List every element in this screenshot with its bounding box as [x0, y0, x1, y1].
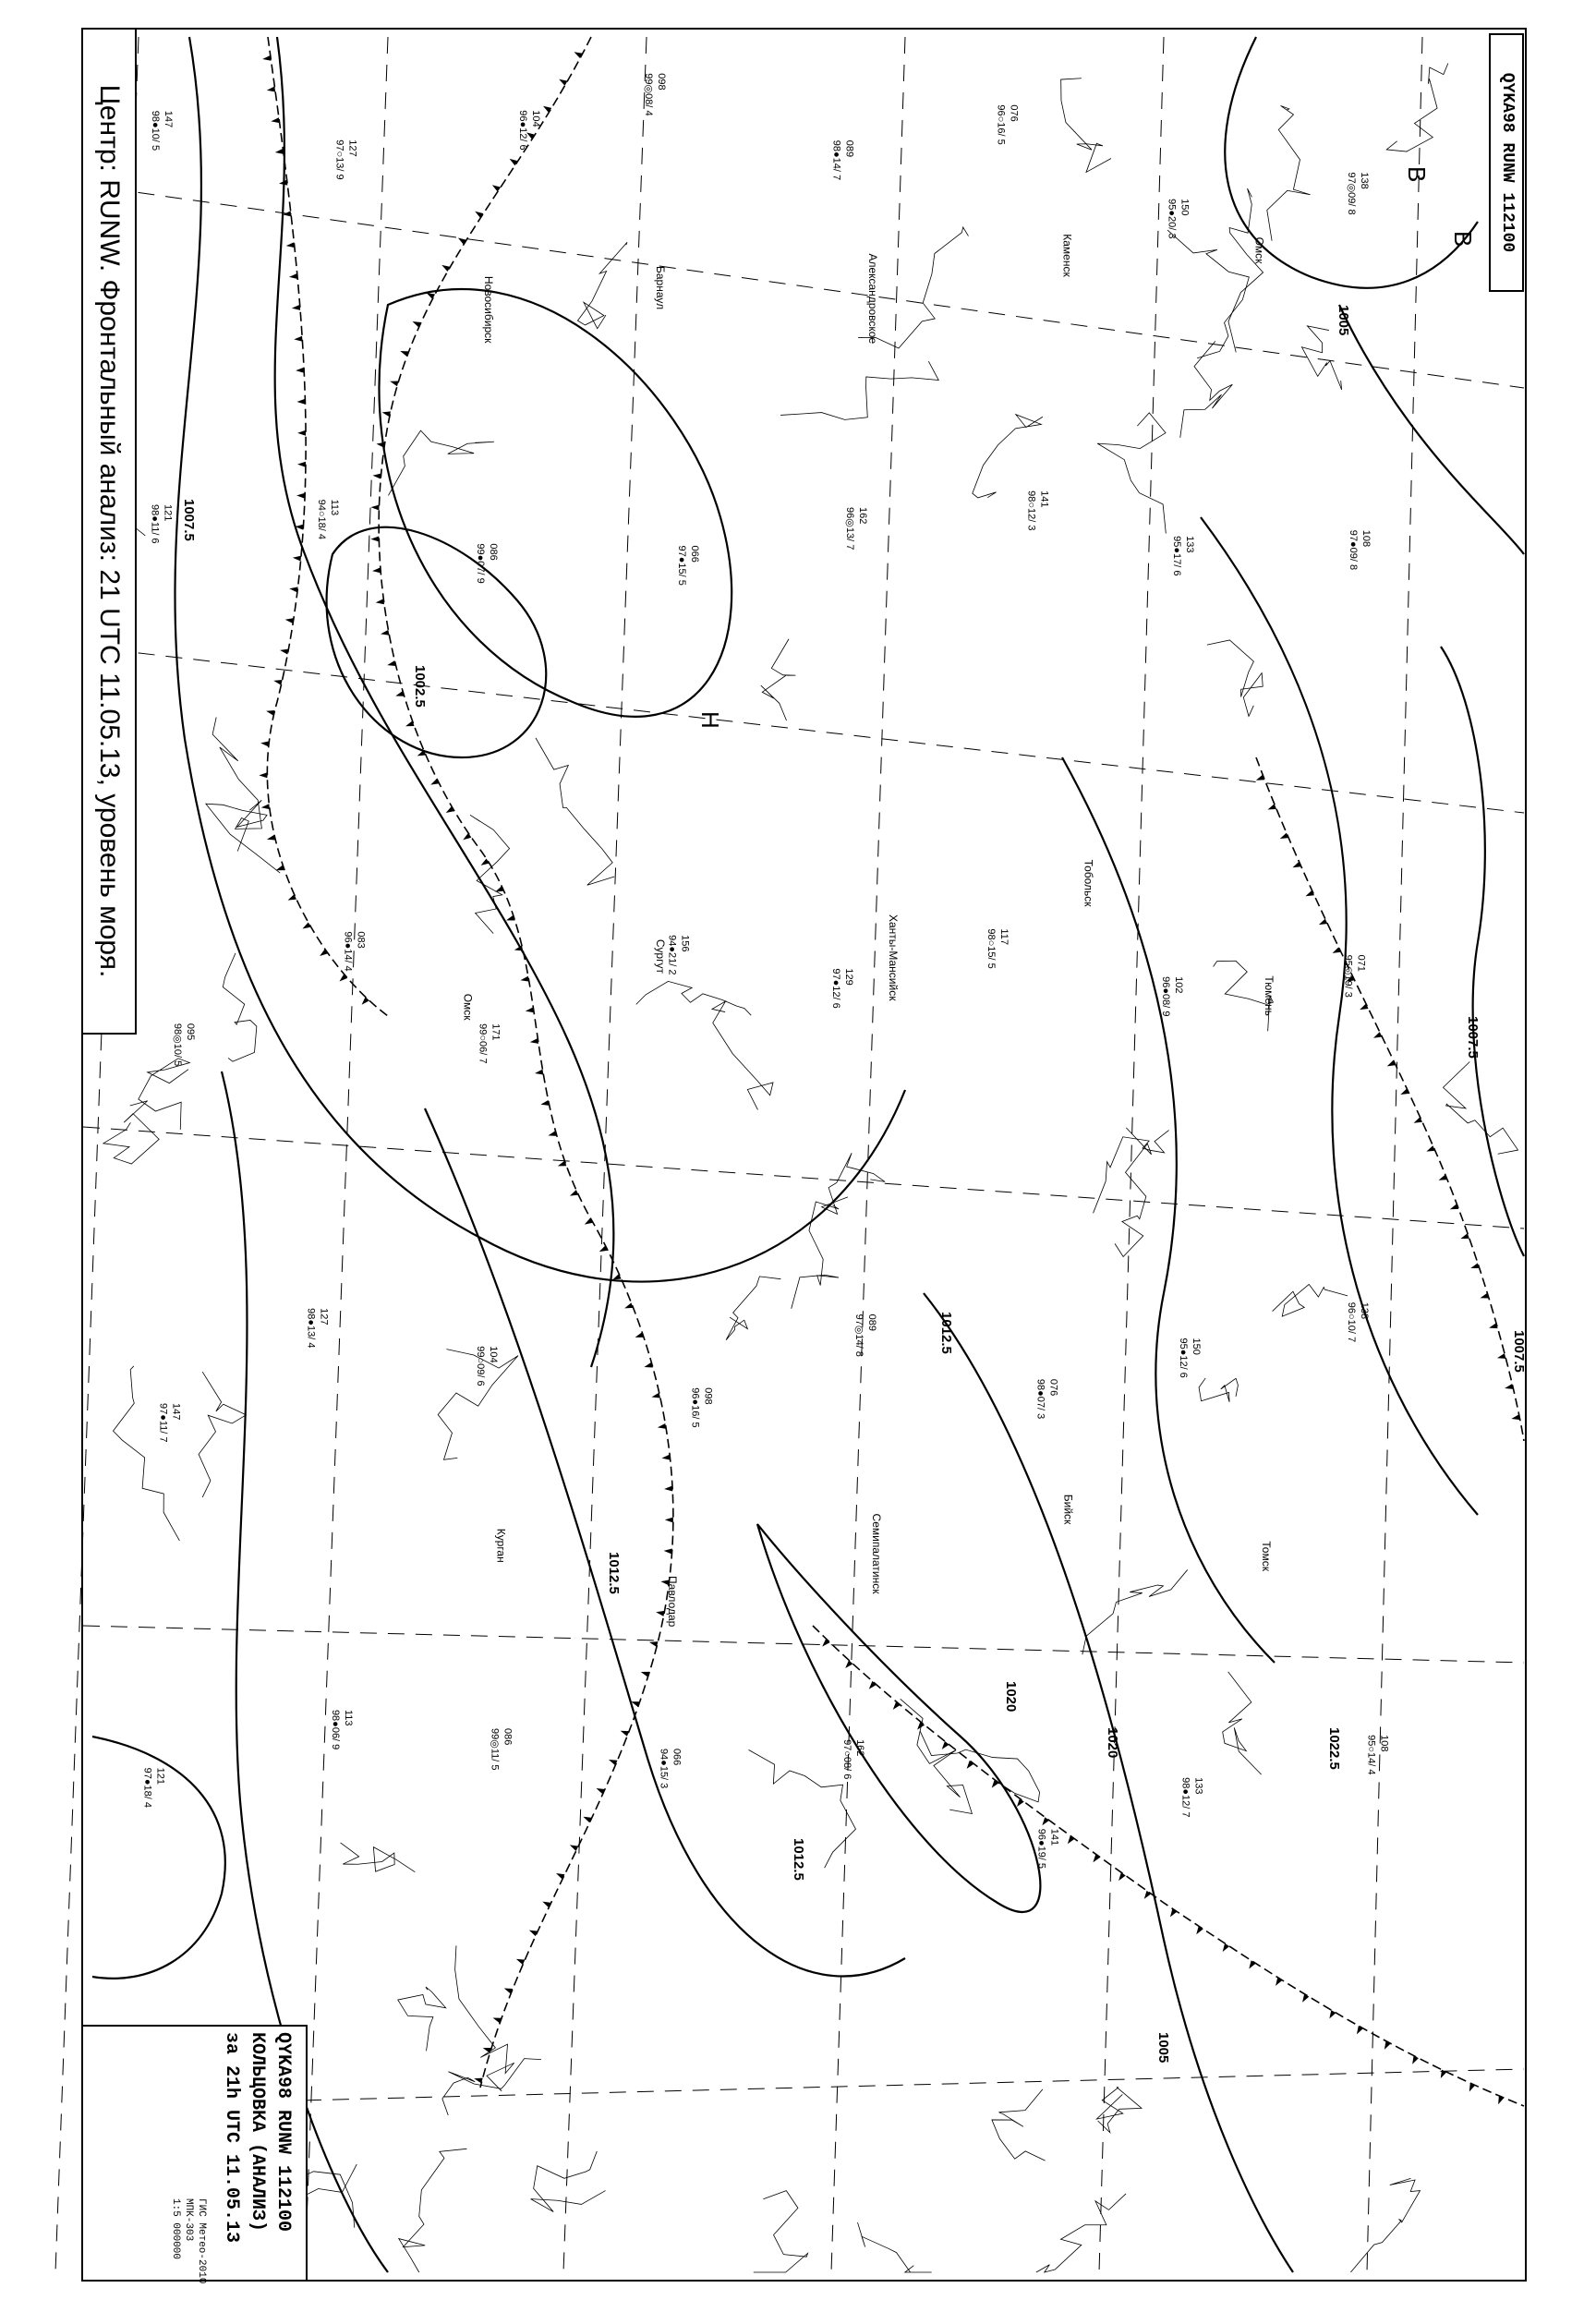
legend-system: МПК-303	[183, 2198, 194, 2242]
station-plot: 97●11/ 7	[157, 1403, 169, 1443]
city-label: Новосибирск	[481, 275, 495, 344]
isobar-label: 1020	[1105, 1727, 1120, 1759]
station-pressure: 127	[318, 1308, 330, 1326]
station-pressure: 127	[346, 139, 358, 157]
station-plot: 95●20/ 3	[1166, 199, 1178, 239]
isobar-label: 1012.5	[791, 1838, 806, 1881]
city-label: Каменск	[1060, 234, 1074, 277]
city-label: Тюмень	[1262, 975, 1276, 1016]
station-pressure: 089	[865, 1313, 877, 1331]
station-plot: 97●12/ 6	[829, 968, 841, 1009]
station-plot: 98○12/ 3	[1025, 490, 1037, 531]
station-pressure: 162	[854, 1739, 866, 1757]
station-pressure: 066	[671, 1748, 683, 1766]
station-plot: 99○06/ 7	[477, 1023, 489, 1064]
station-pressure: 108	[1360, 529, 1372, 548]
station-pressure: 150	[1179, 199, 1191, 216]
station-plot: 94●15/ 3	[658, 1748, 670, 1789]
station-pressure: 156	[679, 935, 691, 952]
station-plot: 96●08/ 9	[1160, 976, 1172, 1017]
station-pressure: 076	[1047, 1378, 1059, 1397]
station-pressure: 104	[487, 1346, 499, 1363]
station-plot: 97◎09/ 8	[1345, 172, 1357, 215]
station-pressure: 108	[1378, 1735, 1390, 1752]
city-label: Сургут	[653, 938, 667, 974]
isobar-label: 1012.5	[938, 1312, 954, 1354]
isobar-label: 1007.5	[1511, 1330, 1527, 1373]
station-plot: 99◎11/ 5	[489, 1728, 501, 1771]
station-plot: 98●06/ 9	[329, 1709, 341, 1750]
station-plot: 98●10/ 5	[150, 110, 162, 151]
station-pressure: 133	[1184, 536, 1196, 553]
station-plot: 99○09/ 6	[474, 1346, 486, 1386]
station-pressure: 076	[1008, 104, 1020, 122]
city-label: Ханты-Мансийск	[887, 914, 901, 1001]
station-plot: 98●11/ 6	[149, 504, 161, 544]
station-pressure: 113	[342, 1709, 354, 1726]
station-plot: 99●07/ 9	[474, 543, 486, 584]
station-pressure: 098	[655, 73, 667, 91]
legend-region: КОЛЬЦОВКА (АНАЛИЗ)	[247, 2032, 268, 2233]
station-pressure: 147	[163, 110, 175, 128]
station-plot: 96●19/ 5	[1035, 1828, 1047, 1870]
city-label: Омск	[461, 993, 475, 1021]
header-id: QYKA98 RUNW 112100	[1498, 72, 1517, 253]
city-label: Барнаул	[653, 266, 667, 310]
station-pressure: 121	[154, 1767, 166, 1786]
isobar-label: 1020	[1003, 1681, 1019, 1713]
station-plot: 97○08/ 6	[841, 1739, 853, 1780]
map-title: Центр: RUNW. Фронтальный анализ: 21 UTC 11.05.13, уровень моря.	[94, 84, 125, 978]
station-pressure: 171	[490, 1023, 502, 1041]
station-plot: 96◎13/ 7	[844, 507, 856, 551]
city-label: Курган	[494, 1528, 508, 1563]
isobar-label: 1005	[1336, 305, 1351, 336]
station-pressure: 086	[502, 1728, 514, 1746]
station-pressure: 141	[1048, 1828, 1060, 1846]
station-plot: 98◎10/ 5	[172, 1023, 184, 1067]
station-plot: 96○10/ 7	[1346, 1301, 1358, 1343]
station-plot: 94●21/ 2	[666, 935, 678, 975]
station-pressure: 138	[1358, 172, 1370, 189]
station-plot: 96○16/ 5	[995, 104, 1007, 145]
station-pressure: 147	[170, 1403, 182, 1421]
station-plot: 95●17/ 6	[1171, 536, 1183, 576]
station-pressure: 089	[843, 139, 855, 158]
legend-time: за 21h UTC 11.05.13	[221, 2032, 242, 2244]
station-pressure: 113	[328, 499, 340, 516]
station-pressure: 102	[1173, 976, 1185, 994]
station-plot: 97●15/ 5	[675, 545, 687, 586]
station-plot: 97●18/ 4	[141, 1767, 153, 1809]
station-plot: 97○13/ 9	[333, 139, 345, 180]
station-plot: 97◎14/ 8	[852, 1313, 864, 1357]
map-frame	[81, 28, 1527, 2282]
isobar-label: 1005	[1155, 2032, 1171, 2064]
city-label: Бийск	[1061, 1494, 1075, 1525]
station-plot: 98●13/ 4	[305, 1308, 317, 1349]
isobar-label: 1007.5	[1465, 1016, 1481, 1059]
station-pressure: 141	[1038, 490, 1050, 508]
isobar-label: 1002.5	[412, 665, 428, 708]
station-plot: 98●14/ 7	[830, 139, 842, 181]
legend-software: ГИС Метео-2010	[196, 2198, 207, 2284]
pressure-center-symbol: Н	[696, 711, 724, 729]
pressure-center-symbol: В	[1403, 166, 1431, 183]
isobar-label: 1007.5	[181, 499, 197, 541]
station-plot: 95●12/ 6	[1178, 1338, 1190, 1378]
city-label: Семипалатинск	[869, 1513, 883, 1594]
station-pressure: 104	[529, 110, 541, 127]
station-plot: 98●12/ 7	[1179, 1777, 1191, 1818]
city-label: Александровское	[866, 253, 880, 345]
station-plot: 98●07/ 3	[1034, 1378, 1046, 1420]
pressure-center-symbol: В	[1449, 231, 1477, 248]
station-pressure: 095	[185, 1023, 197, 1041]
station-pressure: 133	[1192, 1777, 1204, 1795]
station-pressure: 121	[162, 504, 174, 522]
isobar-label: 1012.5	[606, 1552, 622, 1594]
station-pressure: 129	[842, 968, 854, 986]
city-label: Омск	[1252, 236, 1266, 264]
city-label: Тобольск	[1082, 859, 1095, 907]
station-pressure: 066	[688, 545, 700, 563]
station-pressure: 162	[857, 507, 869, 525]
station-plot: 95○14/ 4	[1365, 1735, 1377, 1775]
station-plot: 94○18/ 4	[315, 499, 327, 539]
station-pressure: 117	[998, 928, 1010, 945]
station-pressure: 083	[355, 931, 367, 949]
station-plot: 97●09/ 8	[1347, 529, 1359, 571]
station-pressure: 138	[1359, 1301, 1371, 1320]
station-plot: 96●16/ 5	[689, 1387, 701, 1428]
station-plot: 98○15/ 5	[985, 928, 998, 969]
station-pressure: 098	[702, 1387, 714, 1405]
city-label: Томск	[1260, 1541, 1274, 1571]
legend-scale: 1:5 000000	[170, 2198, 181, 2260]
isobar-label: 1022.5	[1326, 1727, 1342, 1770]
station-plot: 96●14/ 4	[342, 931, 354, 972]
station-pressure: 071	[1355, 954, 1367, 972]
station-plot: 96●12/ 6	[516, 110, 528, 151]
station-plot: 95◎19/ 3	[1342, 954, 1354, 998]
station-pressure: 086	[487, 543, 499, 561]
legend-bulletin-id: QYKA98 RUNW 112100	[272, 2032, 294, 2233]
city-label: Павлодар	[665, 1576, 679, 1628]
station-plot: 99◎08/ 4	[642, 73, 654, 116]
station-pressure: 150	[1191, 1338, 1203, 1355]
